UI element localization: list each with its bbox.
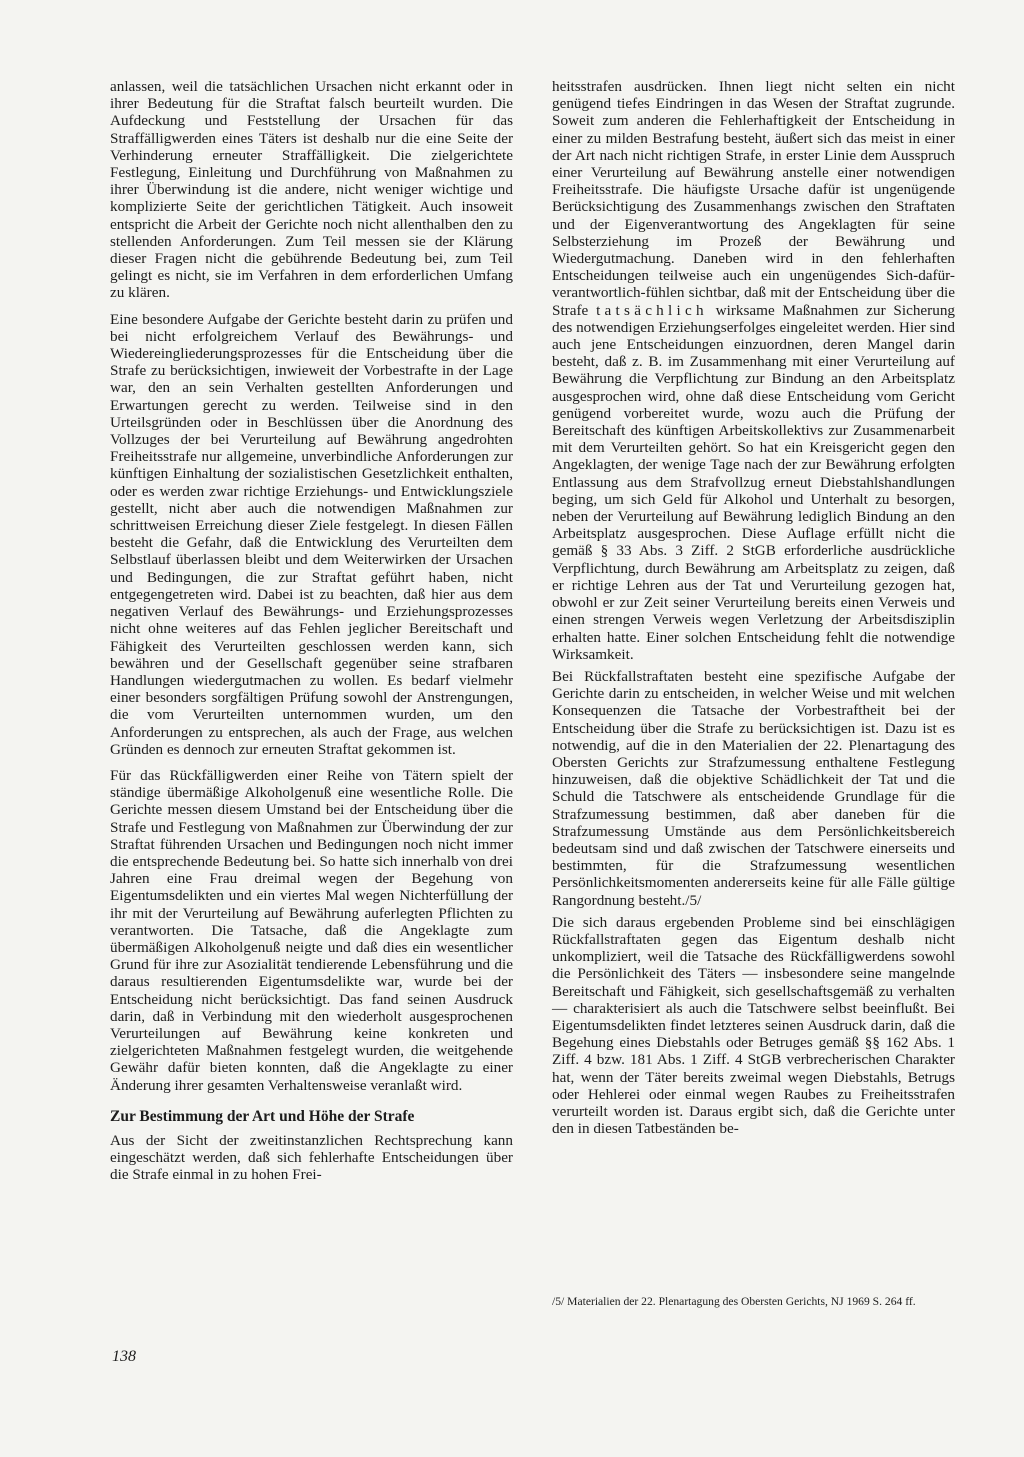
emphasized-word: tatsächlich [596, 301, 708, 319]
page-number: 138 [112, 1348, 136, 1365]
paragraph: anlassen, weil die tatsächlichen Ursachen nicht erkannt oder in ihrer Bedeutung für die Straftat falsch beurteilt wurden. Die Aufdeckung und Feststellung der Ursachen für das Straffälligwerden eines Täters ist deshalb nur die eine Seite der Verhinderung erneuter Straffälligkeit. Die zielgerichtete Festlegung, Einleitung und Durchführung von Maßnahmen zu ihrer Überwindung ist die andere, nicht weniger wichtige und komplizierte Seite der gerichtlichen Tätigkeit. Auch insoweit entspricht die Arbeit der Gerichte noch nicht allenthalben den zu stellenden Anforderungen. Zum Teil messen sie der Klärung dieser Fragen nicht die gebührende Bedeutung bei, zum Teil gelingt es nicht, sie im Verfahren in dem erforderlichen Umfang zu klären. [110, 78, 513, 302]
section-heading: Zur Bestimmung der Art und Höhe der Strafe [110, 1107, 415, 1125]
paragraph: Eine besondere Aufgabe der Gerichte besteht darin zu prüfen und bei nicht erfolgreichem Verlauf des Bewährungs- und Wiedereingliederungsprozesses für die Entscheidung über die Strafe zu berücksichtigen, inwieweit der Vorbestrafte in der Lage war, den an sein Verhalten gestellten Anforderungen und Erwartungen gerecht zu werden. Teilweise sind in den Urteilsgründen oder in Beschlüssen über die Anordnung des Vollzuges der bei Verurteilung auf Bewährung angedrohten Freiheitsstrafe nur allgemeine, unverbindliche Anforderungen zur künftigen Einhaltung der sozialistischen Gesetzlichkeit enthalten, oder es werden zwar richtige Erziehungs- und Entwicklungsziele gestellt, nicht aber auch die notwendigen Maßnahmen zur schrittweisen Erreichung dieser Ziele festgelegt. In diesen Fällen besteht die Gefahr, daß die Entwicklung des Verurteilten dem Selbstlauf überlassen bleibt und dem Weiterwirken der Ursachen und Bedingungen, die zur Straftat geführt haben, nicht entgegengetreten wird. Dabei ist zu beachten, daß hier aus dem negativen Verlauf des Bewährungs- und Erziehungsprozesses nicht ohne weiteres auf das Fehlen jeglicher Bereitschaft und Fähigkeit des Verurteilten geschlossen werden kann, sich bewähren und der Gesellschaft gegenüber seine strafbaren Handlungen wiedergutmachen zu wollen. Es bedarf vielmehr einer besonders sorgfältigen Prüfung sowohl der Anstrengungen, die vom Verurteilten unternommen wurden, um den Anforderungen zu entsprechen, als auch der Frage, aus welchen Gründen es dennoch zur erneuten Straftat gekommen ist. [110, 310, 513, 758]
paragraph: Aus der Sicht der zweitinstanzlichen Rechtsprechung kann eingeschätzt werden, daß sich fehlerhafte Entscheidungen über die Strafe einmal in zu hohen Frei- [110, 1131, 513, 1184]
paragraph-text: wirksame Maßnahmen zur Sicherung des notwendigen Erziehungserfolges eingeleitet werden. Hier sind auch jene Entscheidungen einzuordnen, deren Mangel darin besteht, daß z. B. im Zusammenhang mit einer Verurteilung auf Bewährung die Verpflichtung zur Bindung an den Arbeitsplatz ausgesprochen wird, ohne daß diese Entscheidung vom Gericht genügend vorbereitet wurde, wozu auch die Prüfung der Bereitschaft des künftigen Arbeitskollektivs zur Zusammenarbeit mit dem Verurteilten gehört. So hat ein Kreisgericht gegen den Angeklagten, der wenige Tage nach der zur Bewährung erfolgten Entlassung aus dem Strafvollzug erneut Diebstahlshandlungen beging, um sich Geld für Alkohol und Unterhalt zu besorgen, neben der Verurteilung auf Bewährung lediglich Bindung an den Arbeitsplatz ausgesprochen. Diese Auflage erfüllt nicht die gemäß § 33 Abs. 3 Ziff. 2 StGB erforderliche ausdrückliche Verpflichtung, durch Bewährung am Arbeitsplatz zu zeigen, daß er richtige Lehren aus der Tat und Verurteilung gezogen hat, obwohl er zur Zeit seiner Verurteilung bereits einen Verweis und einen strengen Verweis wegen Verletzung der Arbeitsdisziplin erhalten hatte. Einer solchen Entscheidung fehlt die notwendige Wirksamkeit. [552, 301, 956, 663]
left-column [110, 78, 513, 1192]
footnote: /5/ Materialien der 22. Plenartagung des Obersten Gerichts, NJ 1969 S. 264 ff. [552, 1295, 916, 1308]
paragraph: Die sich daraus ergebenden Probleme sind bei einschlägigen Rückfallstraftaten gegen das Eigentum deshalb nicht unkompliziert, weil die Tatsache des Rückfälligwerdens sowohl die Persönlichkeit des Täters — insbesondere seine mangelnde Bereitschaft und Fähigkeit, sich gesellschaftsgemäß zu verhalten — charakterisiert als auch die Tatschwere selbst beeinflußt. Bei Eigentumsdelikten findet letzteres seinen Ausdruck darin, daß die Begehung eines Diebstahls oder Betruges gemäß §§ 162 Abs. 1 Ziff. 4 bzw. 181 Abs. 1 Ziff. 4 StGB verbrecherischen Charakter hat, wenn der Täter bereits zweimal wegen Diebstahls, Betrugs oder Hehlerei oder einmal wegen Raubes zu Freiheitsstrafen verurteilt worden ist. Daraus ergibt sich, daß die Gerichte unter den in diesen Tatbeständen be- [552, 913, 955, 1138]
right-column [552, 78, 955, 1142]
paragraph [552, 78, 955, 663]
paragraph: Für das Rückfälligwerden einer Reihe von Tätern spielt der ständige übermäßige Alkoholgenuß eine wesentliche Rolle. Die Gerichte messen diesem Umstand bei der Entscheidung über die Strafe und Festlegung von Maßnahmen zur Überwindung der zur Straftat führenden Ursachen und Bedingungen noch nicht immer die entsprechende Bedeutung bei. So hatte sich innerhalb von drei Jahren eine Frau dreimal wegen der Begehung von Eigentumsdelikten und ein viertes Mal wegen Nichterfüllung der ihr mit der Verurteilung auf Bewährung auferlegten Pflichten zu verantworten. Die Tatsache, daß die Angeklagte zum übermäßigen Alkoholgenuß neigte und daß dies ein wesentlicher Grund für ihre zur Asozialität tendierende Lebensführung und die daraus resultierenden Eigentumsdelikte war, wurde bei der Entscheidung nicht berücksichtigt. Das fand seinen Ausdruck darin, daß in Verbindung mit den wiederholt ausgesprochenen Verurteilungen auf Bewährung keine konkreten und zielgerichteten Maßnahmen festgelegt wurden, die weitgehende Gewähr dafür bieten konnten, daß die Angeklagte zu einer Änderung ihrer gesamten Verhaltensweise veranlaßt wird. [110, 766, 513, 1094]
paragraph: Bei Rückfallstraftaten besteht eine spezifische Aufgabe der Gerichte darin zu entscheiden, in welcher Weise und mit welchen Konsequenzen die Tatsache der Vorbestraftheit bei der Entscheidung über die Strafe zu berücksichtigen ist. Dazu ist es notwendig, auf die in den Materialien der 22. Plenartagung des Obersten Gerichts zur Strafzumessung enthaltene Festlegung hinzuweisen, daß die objektive Schädlichkeit der Tat und die Schuld die Tatschwere als entscheidende Grundlage für die Strafzumessung bestimmen, daß aber daneben für die Strafzumessung Umstände aus dem Persönlichkeitsbereich bedeutsam sind und daß zwischen der Tatschwere einerseits und bestimmten, für die Strafzumessung wesentlichen Persönlichkeitsmomenten andererseits keine für alle Fälle gültige Rangordnung besteht./5/ [552, 667, 955, 909]
paragraph-text: heitsstrafen ausdrücken. Ihnen liegt nicht selten ein nicht genügend tiefes Eindringen in das Wesen der Straftat zugrunde. Soweit zum anderen die Fehlerhaftigkeit der Entscheidung in einer zu milden Bestrafung besteht, äußert sich das meist in einer der Art nach nicht richtigen Strafe, in erster Linie dem Ausspruch einer Verurteilung auf Bewährung anstelle einer notwendigen Freiheitsstrafe. Die häufigste Ursache dafür ist ungenügende Berücksichtigung des Zusammenhangs zwischen den Straftaten und der Eigenverantwortung des Angeklagten für seine Selbsterziehung im Prozeß der Bewährung und Wiedergutmachung. Daneben wird in den fehlerhaften Entscheidungen teilweise auch ein ungenügendes Sich-dafür-verantwortlich-fühlen sichtbar, daß mit der Entscheidung über die Strafe [552, 78, 955, 319]
